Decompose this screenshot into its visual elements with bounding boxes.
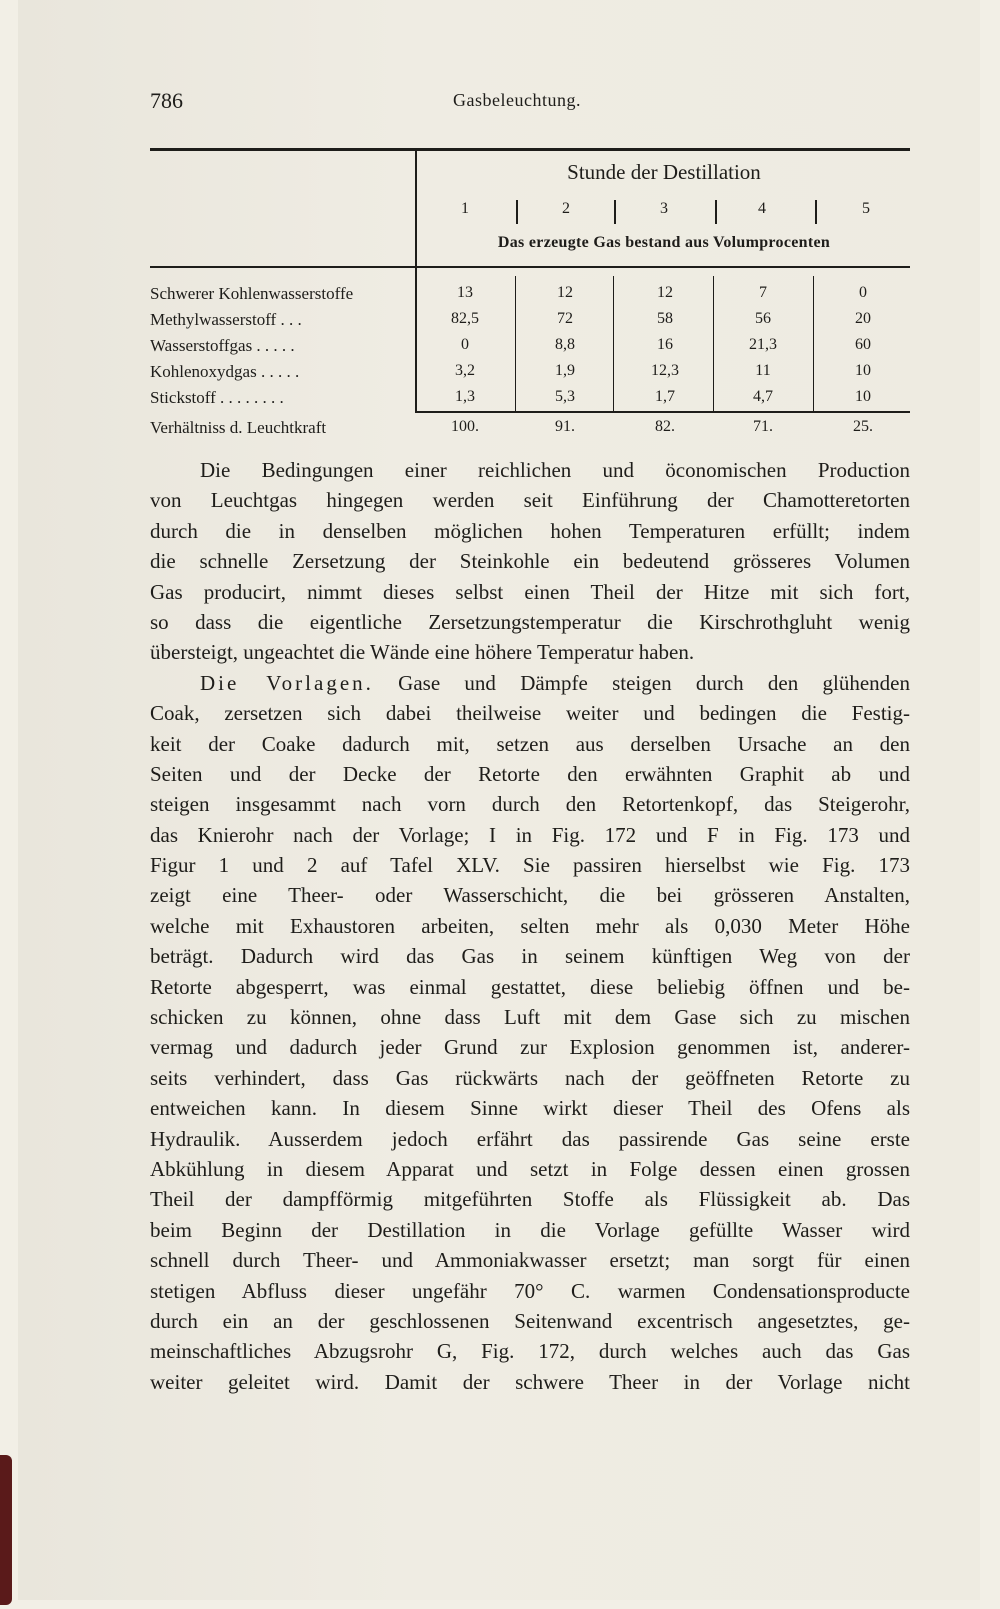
hour-separator: [614, 200, 616, 224]
text-line: welche mit Exhaustoren arbeiten, selten mehr als 0,030 Meter Höhe: [150, 913, 910, 938]
text-line: weiter geleitet wird. Damit der schwere Theer in der Vorlage nicht: [150, 1369, 910, 1394]
text-line: Theil der dampfförmig mitgeführten Stoffe als Flüssigkeit ab. Das: [150, 1187, 910, 1212]
table-row: [150, 336, 910, 362]
table-row: [150, 284, 910, 310]
table-row: [150, 310, 910, 336]
table-cell: 12: [657, 284, 673, 301]
table-cell: 4,7: [753, 388, 773, 405]
text-line: meinschaftliches Abzugsrohr G, Fig. 172, durch welches auch das Gas: [150, 1339, 910, 1364]
table-cell: 72: [557, 310, 573, 327]
text-line: durch ein an der geschlossenen Seitenwand excentrisch angesetztes, ge-: [150, 1308, 910, 1333]
paragraph: [150, 455, 910, 668]
table-row: [150, 362, 910, 388]
text-fragment: Gase und Dämpfe steigen durch den glühenden: [398, 670, 910, 695]
table-ratio-row: [150, 418, 910, 444]
table-cell: 12,3: [651, 362, 679, 379]
paragraph: [150, 668, 910, 1397]
table-cell: 8,8: [555, 336, 575, 353]
table-cell: 82.: [655, 418, 675, 435]
hour-separator: [516, 200, 518, 224]
text-line: steigen insgesammt nach vorn durch den Retortenkopf, das Steigerohr,: [150, 792, 910, 817]
text-line: Seiten und der Decke der Retorte den erwähnten Graphit ab und: [150, 761, 910, 786]
running-title: Gasbeleuchtung.: [453, 90, 581, 110]
text-line: beim Beginn der Destillation in die Vorlage gefüllte Wasser wird: [150, 1217, 910, 1242]
hour-separator: [715, 200, 717, 224]
text-line: schnell durch Theer- und Ammoniakwasser ersetzt; man sorgt für einen: [150, 1248, 910, 1273]
section-heading: Die Vorlagen.: [200, 670, 374, 695]
table-sub-heading: Das erzeugte Gas bestand aus Volumprocenten: [497, 234, 831, 251]
table-cell: 71.: [753, 418, 773, 435]
row-label: Stickstoff . . . . . . . .: [150, 388, 284, 407]
text-line: Coak, zersetzen sich dabei theilweise weiter und bedingen die Festig-: [150, 701, 910, 726]
text-line: beträgt. Dadurch wird das Gas in seinem künftigen Weg von der: [150, 944, 910, 969]
table-cell: 10: [855, 362, 871, 379]
text-line: vermag und dadurch jeder Grund zur Explosion genommen ist, anderer-: [150, 1035, 910, 1060]
page-number: 786: [150, 88, 183, 113]
text-line: Abkühlung in diesem Apparat und setzt in Folge dessen einen grossen: [150, 1156, 910, 1181]
text-line: keit der Coake dadurch mit, setzen aus derselben Ursache an den: [150, 731, 910, 756]
text-line: Hydraulik. Ausserdem jedoch erfährt das passirende Gas seine erste: [150, 1126, 910, 1151]
text-line: Retorte abgesperrt, was einmal gestattet, diese beliebig öffnen und be-: [150, 974, 910, 999]
table-cell: 21,3: [749, 336, 777, 353]
table-cell: 100.: [451, 418, 479, 435]
hour-header: 1: [461, 200, 469, 217]
hour-header: 4: [758, 200, 766, 217]
hour-separator: [815, 200, 817, 224]
text-line: die schnelle Zersetzung der Steinkohle ein bedeutend grösseres Volumen: [150, 549, 910, 574]
hour-header: 5: [862, 200, 870, 217]
row-label: Wasserstoffgas . . . . .: [150, 336, 295, 355]
table-cell: 60: [855, 336, 871, 353]
row-label: Methylwasserstoff . . .: [150, 310, 302, 329]
table-cell: 91.: [555, 418, 575, 435]
text-line: [150, 668, 910, 698]
text-line: das Knierohr nach der Vorlage; I in Fig. 172 und F in Fig. 173 und: [150, 822, 910, 847]
hour-header-row: [418, 200, 910, 226]
text-line: stetigen Abfluss dieser ungefähr 70° C. warmen Condensationsproducte: [150, 1278, 910, 1303]
text-line: übersteigt, ungeachtet die Wände eine höhere Temperatur haben.: [150, 640, 695, 665]
table-cell: 1,3: [455, 388, 475, 405]
text-line: entweichen kann. In diesem Sinne wirkt dieser Theil des Ofens als: [150, 1096, 910, 1121]
running-head: [150, 88, 910, 118]
text-line: durch die in denselben möglichen hohen Temperaturen erfüllt; indem: [150, 518, 910, 543]
table-cell: 5,3: [555, 388, 575, 405]
body-text: [150, 455, 910, 1397]
table-cell: 1,7: [655, 388, 675, 405]
text-line: seits verhindert, dass Gas rückwärts nach der geöffneten Retorte zu: [150, 1065, 910, 1090]
table-cell: 11: [755, 362, 771, 379]
table-rule-top: [150, 148, 910, 151]
text-line: von Leuchtgas hingegen werden seit Einführung der Chamotteretorten: [150, 488, 910, 513]
table-cell: 0: [859, 284, 867, 301]
table-cell: 3,2: [455, 362, 475, 379]
table-cell: 12: [557, 284, 573, 301]
text-line: zeigt eine Theer- oder Wasserschicht, die bei grösseren Anstalten,: [150, 883, 910, 908]
table-cell: 10: [855, 388, 871, 405]
hour-header: 3: [660, 200, 668, 217]
table-cell: 20: [855, 310, 871, 327]
table-cell: 58: [657, 310, 673, 327]
binding-edge: [0, 1455, 12, 1605]
table-cell: 16: [657, 336, 673, 353]
text-line: Gas producirt, nimmt dieses selbst einen Theil der Hitze mit sich fort,: [150, 579, 910, 604]
table-cell: 0: [461, 336, 469, 353]
text-line: so dass die eigentliche Zersetzungstemperatur die Kirschrothgluht wenig: [150, 609, 910, 634]
text-line: Figur 1 und 2 auf Tafel XLV. Sie passiren hierselbst wie Fig. 173: [150, 853, 910, 878]
row-label: Verhältniss d. Leuchtkraft: [150, 418, 327, 437]
row-label: Kohlenoxydgas . . . . .: [150, 362, 300, 381]
table-cell: 56: [755, 310, 771, 327]
table-rule-middle: [150, 266, 910, 268]
table-group-heading: Stunde der Destillation: [567, 160, 761, 184]
table-cell: 82,5: [451, 310, 479, 327]
table-cell: 7: [759, 284, 767, 301]
table-cell: 13: [457, 284, 473, 301]
text-line: Die Bedingungen einer reichlichen und öconomischen Production: [200, 458, 910, 482]
table-cell: 25.: [853, 418, 873, 435]
text-line: schicken zu können, ohne dass Luft mit dem Gase sich zu mischen: [150, 1005, 910, 1030]
table-cell: 1,9: [555, 362, 575, 379]
hour-header: 2: [562, 200, 570, 217]
row-label: Schwerer Kohlenwasserstoffe: [150, 284, 354, 303]
table-rule-bottom: [415, 411, 910, 413]
